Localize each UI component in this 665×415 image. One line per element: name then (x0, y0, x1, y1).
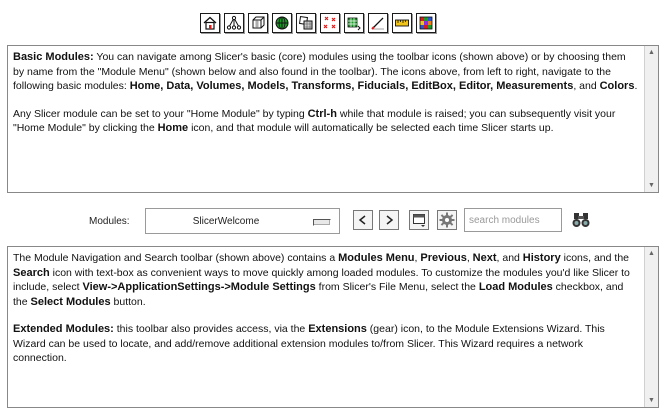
text-run: while that module is raised; you can subsequently visit your "Home Module" by clicking the (13, 107, 616, 134)
measurements-icon[interactable] (392, 13, 412, 33)
arrow-right-icon (384, 215, 394, 225)
modules-label: Modules: (89, 216, 130, 227)
navigation-paragraph (13, 251, 639, 309)
text-run: (gear) icon, to the Module Extensions Wizard. This Wizard can be used to locate, and add/remove additional extension modules to/from Slicer. This Wizard requires a network connection. (13, 323, 605, 364)
text-run: You can navigate among Slicer's basic (core) modules using the toolbar icons (shown above) or by choosing them by name from the "Module Menu" (shown below and also found in the toolbar). The icons above, from left to right, navigate to the following basic modules: (13, 51, 626, 92)
text-run: icon with text-box as convenient ways to move quickly among loaded modules. To customize the modules you'd like Slicer to include, select (13, 266, 630, 293)
extended-modules-paragraph (13, 322, 639, 366)
module-list: Home, Data, Volumes, Models, Transforms, Fiducials, EditBox, Editor, Measurements (129, 80, 574, 92)
load-modules-keyword: Load Modules (478, 281, 553, 293)
history-keyword: History (522, 252, 561, 264)
home-keyword: Home (157, 122, 189, 134)
module-navigation-bar (0, 207, 665, 237)
select-modules-keyword: Select Modules (30, 295, 111, 308)
module-navigation-text (8, 247, 644, 407)
modules-menu-keyword: Modules Menu (338, 252, 415, 264)
basic-modules-text (8, 46, 644, 192)
home-icon[interactable] (200, 13, 220, 33)
extended-modules-heading: Extended Modules: (13, 323, 114, 335)
selected-module: SlicerWelcome (192, 216, 260, 227)
volumes-icon[interactable] (248, 13, 268, 33)
text-run: , (414, 252, 421, 264)
text-run: Any Slicer module can be set to your "Home Module" by typing (13, 107, 308, 120)
modules-menu-button[interactable] (145, 208, 340, 234)
text-run: checkbox, and the (13, 281, 624, 308)
text-run: icon, and that module will automatically be selected each time Slicer starts up. (188, 122, 554, 134)
text-run: icons, and the (560, 252, 629, 264)
scroll-down-arrow[interactable]: ▼ (648, 397, 655, 404)
text-run: , and (496, 252, 523, 264)
menu-indicator-icon (313, 219, 331, 226)
search-keyword: Search (13, 266, 50, 279)
data-icon[interactable] (224, 13, 244, 33)
models-icon[interactable] (272, 13, 292, 33)
gear-icon (439, 212, 455, 228)
module-toolbar (200, 13, 436, 33)
fiducials-icon[interactable] (320, 13, 340, 33)
text-run: button. (110, 295, 146, 308)
module-settings-path: View->ApplicationSettings->Module Settings (82, 281, 316, 293)
basic-modules-paragraph (13, 50, 639, 94)
transforms-icon[interactable] (296, 13, 316, 33)
extensions-keyword: Extensions (308, 323, 367, 335)
scroll-up-arrow[interactable]: ▲ (648, 49, 655, 56)
ctrl-h-shortcut: Ctrl-h (307, 107, 337, 120)
top-scrollbar[interactable] (644, 46, 658, 192)
bottom-scrollbar[interactable] (644, 247, 658, 407)
extensions-button[interactable] (437, 210, 457, 230)
arrow-left-icon (358, 215, 368, 225)
history-icon (412, 213, 426, 227)
text-run: , (466, 252, 473, 264)
text-run: this toolbar also provides access, via the (113, 323, 309, 335)
editor-icon[interactable] (368, 13, 388, 33)
module-navigation-textbox[interactable] (7, 246, 659, 408)
next-keyword: Next (472, 252, 497, 264)
search-modules-input[interactable] (464, 208, 562, 232)
previous-module-button[interactable] (353, 210, 373, 230)
previous-keyword: Previous (420, 252, 467, 264)
search-button[interactable] (570, 209, 592, 231)
module-colors: Colors (599, 80, 635, 92)
scroll-down-arrow[interactable]: ▼ (648, 182, 655, 189)
editbox-icon[interactable] (344, 13, 364, 33)
basic-modules-textbox[interactable] (7, 45, 659, 193)
text-run: , and (573, 80, 600, 92)
history-button[interactable] (409, 210, 429, 230)
binoculars-icon (572, 211, 590, 229)
text-run: from Slicer's File Menu, select the (315, 281, 479, 293)
basic-modules-heading: Basic Modules: (13, 51, 94, 63)
next-module-button[interactable] (379, 210, 399, 230)
colors-icon[interactable] (416, 13, 436, 33)
text-run: The Module Navigation and Search toolbar (shown above) contains a (13, 252, 339, 264)
scroll-up-arrow[interactable]: ▲ (648, 250, 655, 257)
text-run: . (634, 80, 638, 92)
home-module-paragraph (13, 107, 639, 136)
